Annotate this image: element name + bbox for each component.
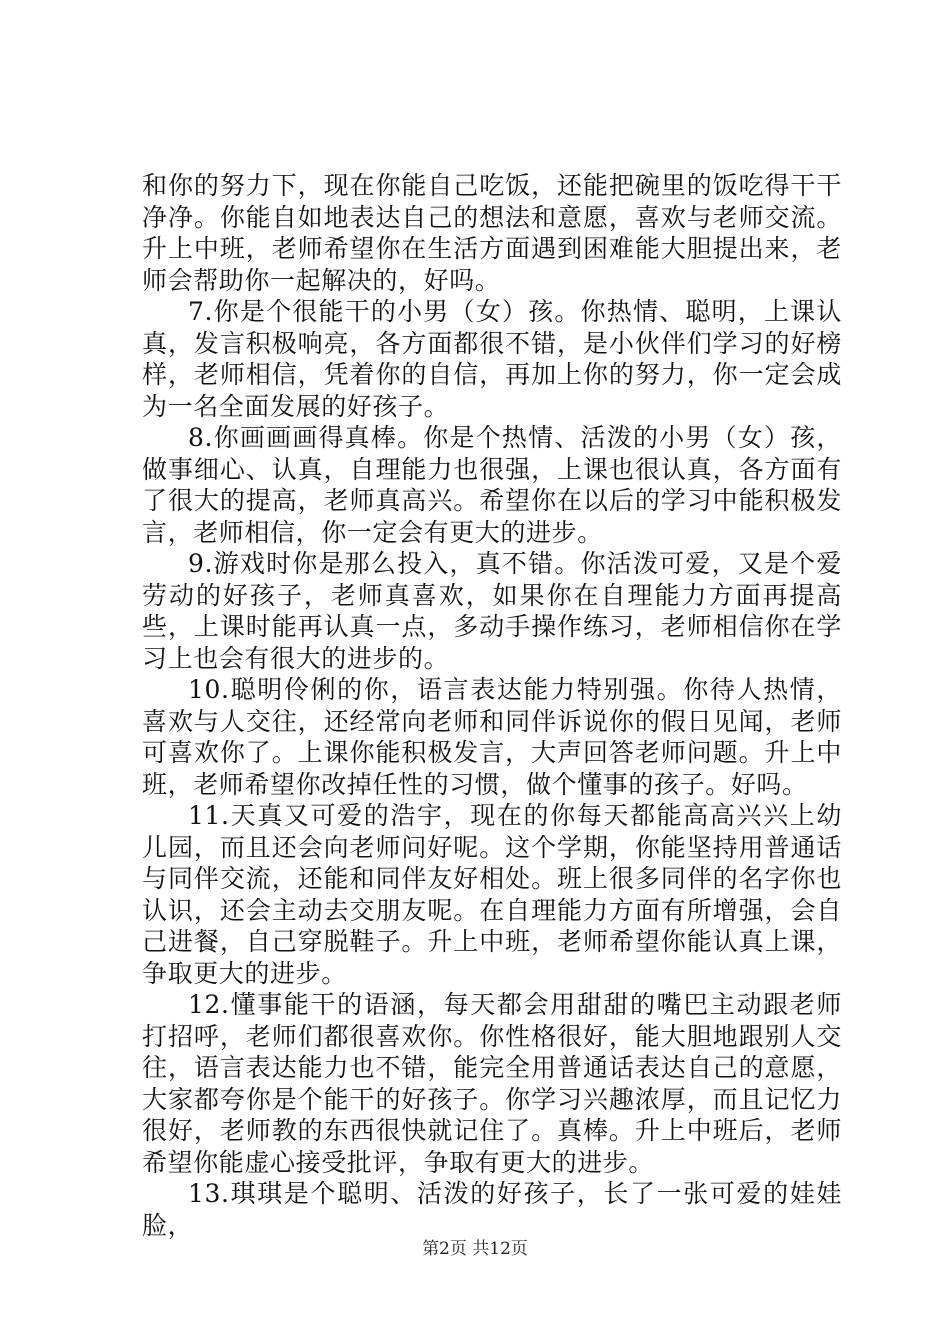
- paragraph-item-12: 12.懂事能干的语涵，每天都会用甜甜的嘴巴主动跟老师打招呼，老师们都很喜欢你。你性格很好，能大胆地跟别人交往，语言表达能力也不错，能完全用普通话表达自己的意愿，大家都夸你是个能干的好孩子。你学习兴趣浓厚，而且记忆力很好，老师教的东西很快就记住了。真棒。升上中班后，老师希望你能虚心接受批评，争取有更大的进步。: [142, 990, 842, 1177]
- paragraph-item-10: 10.聪明伶俐的你，语言表达能力特别强。你待人热情，喜欢与人交往，还经常向老师和同伴诉说你的假日见闻，老师可喜欢你了。上课你能积极发言，大声回答老师问题。升上中班，老师希望你改掉任性的习惯，做个懂事的孩子。好吗。: [142, 675, 842, 799]
- paragraph-item-11: 11.天真又可爱的浩宇，现在的你每天都能高高兴兴上幼儿园，而且还会向老师问好呢。这个学期，你能坚持用普通话与同伴交流，还能和同伴友好相处。班上很多同伴的名字你也认识，还会主动去交朋友呢。在自理能力方面有所增强，会自己进餐，自己穿脱鞋子。升上中班，老师希望你能认真上课，争取更大的进步。: [142, 801, 842, 988]
- page-number: 第2页 共12页: [422, 1239, 528, 1259]
- paragraph-item-9: 9.游戏时你是那么投入，真不错。你活泼可爱，又是个爱劳动的好孩子，老师真喜欢，如果你在自理能力方面再提高些，上课时能再认真一点，多动手操作练习，老师相信你在学习上也会有很大的进步的。: [142, 549, 842, 673]
- paragraph-continuation: 和你的努力下，现在你能自己吃饭，还能把碗里的饭吃得干干净净。你能自如地表达自己的想法和意愿，喜欢与老师交流。升上中班，老师希望你在生活方面遇到困难能大胆提出来，老师会帮助你一起解决的，好吗。: [142, 171, 842, 295]
- document-body: [142, 170, 842, 1241]
- paragraph-item-8: 8.你画画画得真棒。你是个热情、活泼的小男（女）孩，做事细心、认真，自理能力也很强，上课也很认真，各方面有了很大的提高，老师真高兴。希望你在以后的学习中能积极发言，老师相信，你一定会有更大的进步。: [142, 423, 842, 547]
- paragraph-item-13: 13.琪琪是个聪明、活泼的好孩子，长了一张可爱的娃娃脸，: [142, 1179, 842, 1240]
- paragraph-item-7: 7.你是个很能干的小男（女）孩。你热情、聪明，上课认真，发言积极响亮，各方面都很不错，是小伙伴们学习的好榜样，老师相信，凭着你的自信，再加上你的努力，你一定会成为一名全面发展的好孩子。: [142, 297, 842, 421]
